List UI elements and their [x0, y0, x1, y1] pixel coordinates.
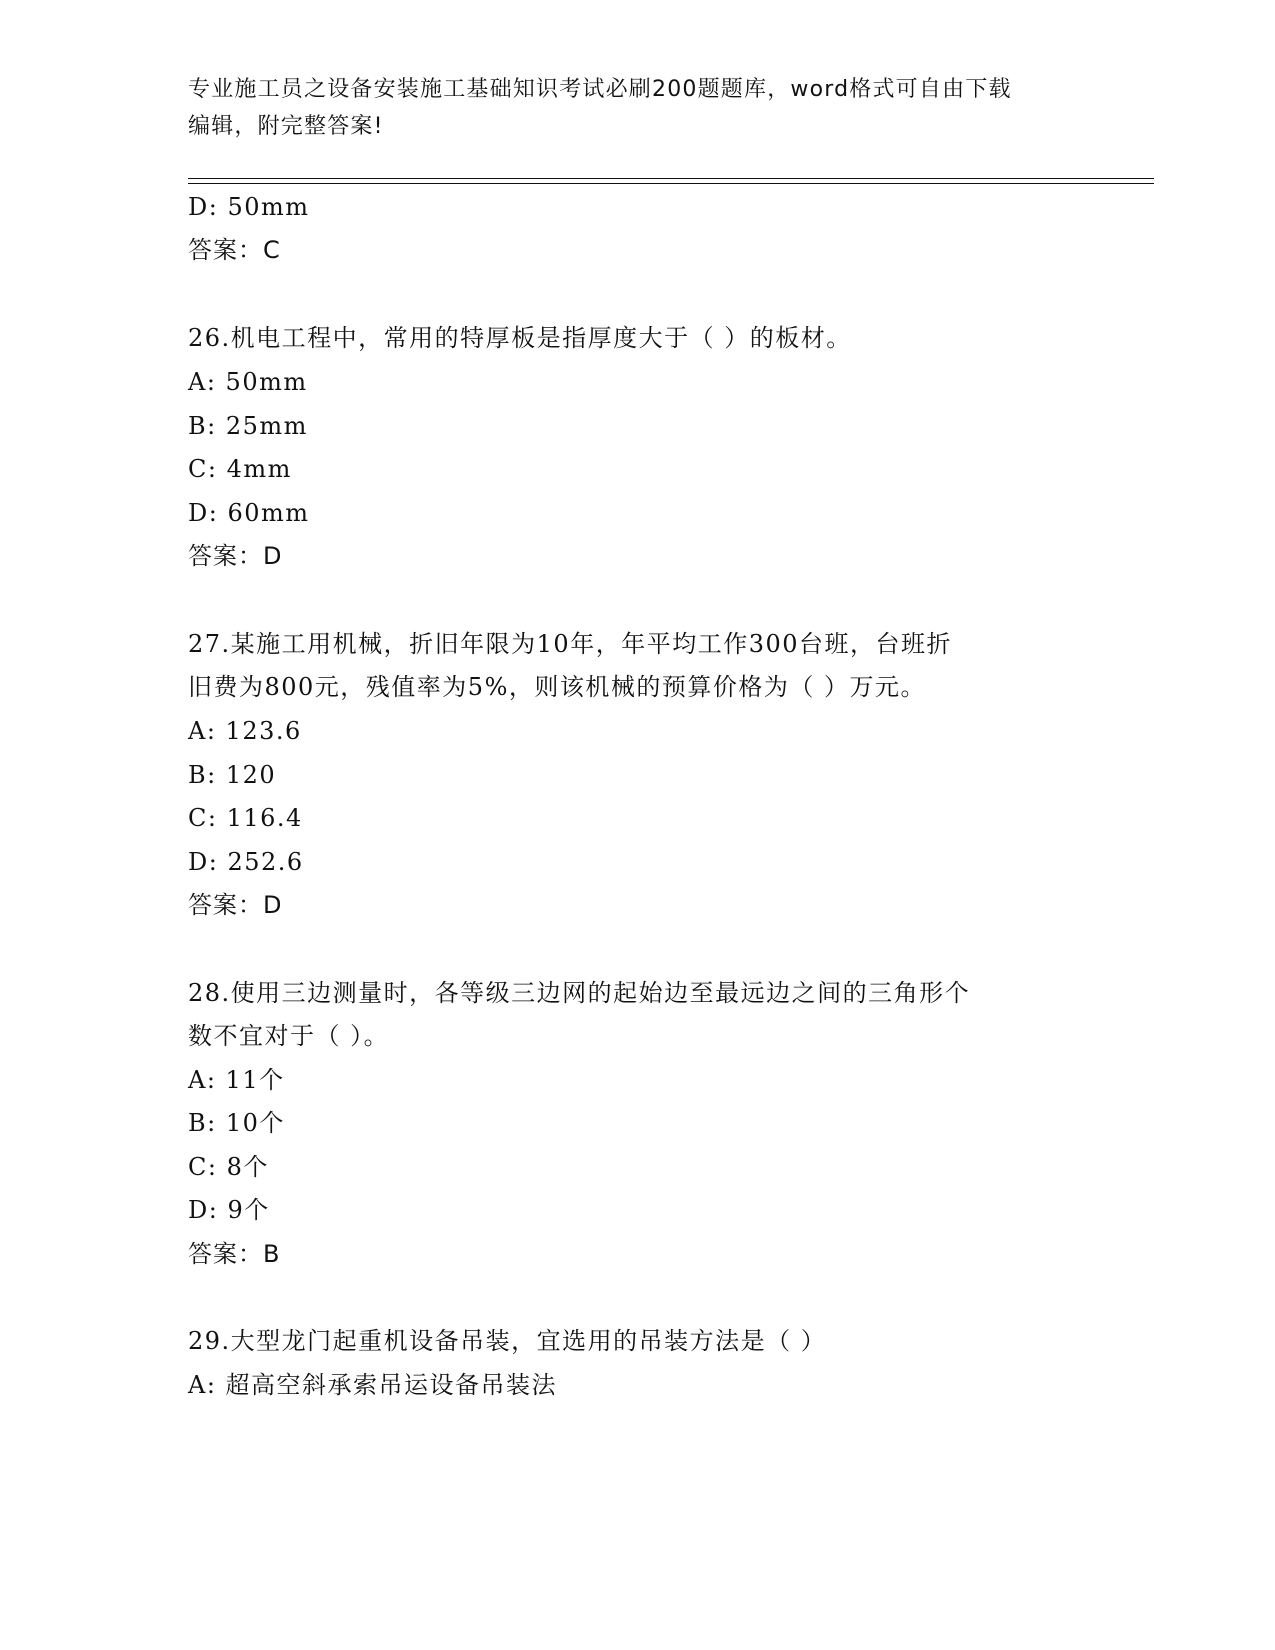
- header-title-line-1: 专业施工员之设备安装施工基础知识考试必刷200题题库，word格式可自由下载: [188, 77, 1012, 102]
- question-28-option-a: A: 11个: [188, 1066, 285, 1094]
- question-26-option-b: B: 25mm: [188, 412, 308, 440]
- question-26-answer: 答案：D: [188, 542, 283, 570]
- question-26-option-c: C: 4mm: [188, 455, 292, 483]
- question-28-stem-line-2: 数不宜对于（ ）。: [188, 1022, 390, 1050]
- prev-question-answer: 答案：C: [188, 236, 281, 264]
- question-26-option-d: D: 60mm: [188, 499, 310, 527]
- question-28-option-b: B: 10个: [188, 1109, 285, 1137]
- question-27-stem-line-1: 27.某施工用机械，折旧年限为10年，年平均工作300台班，台班折: [188, 630, 953, 658]
- question-26-stem: 26.机电工程中，常用的特厚板是指厚度大于（ ）的板材。: [188, 324, 852, 352]
- question-27-option-b: B: 120: [188, 761, 277, 789]
- question-27-option-d: D: 252.6: [188, 848, 304, 876]
- question-27-stem-line-2: 旧费为800元，残值率为5%，则该机械的预算价格为（ ）万元。: [188, 673, 927, 701]
- question-28-answer: 答案：B: [188, 1240, 281, 1268]
- question-27-option-c: C: 116.4: [188, 804, 303, 832]
- header-divider-bottom: [188, 183, 1154, 184]
- header-title-line-2: 编辑，附完整答案!: [188, 114, 384, 139]
- header-divider-top: [188, 178, 1154, 179]
- question-29-stem: 29.大型龙门起重机设备吊装，宜选用的吊装方法是（ ）: [188, 1327, 827, 1355]
- question-28-option-d: D: 9个: [188, 1196, 270, 1224]
- question-28-option-c: C: 8个: [188, 1153, 269, 1181]
- question-27-answer: 答案：D: [188, 891, 283, 919]
- prev-question-option-d: D: 50mm: [188, 193, 310, 221]
- question-27-option-a: A: 123.6: [188, 717, 302, 745]
- question-28-stem-line-1: 28.使用三边测量时，各等级三边网的起始边至最远边之间的三角形个: [188, 979, 971, 1007]
- question-26-option-a: A: 50mm: [188, 368, 308, 396]
- question-29-option-a: A: 超高空斜承索吊运设备吊装法: [188, 1371, 558, 1399]
- document-header: [188, 71, 1088, 145]
